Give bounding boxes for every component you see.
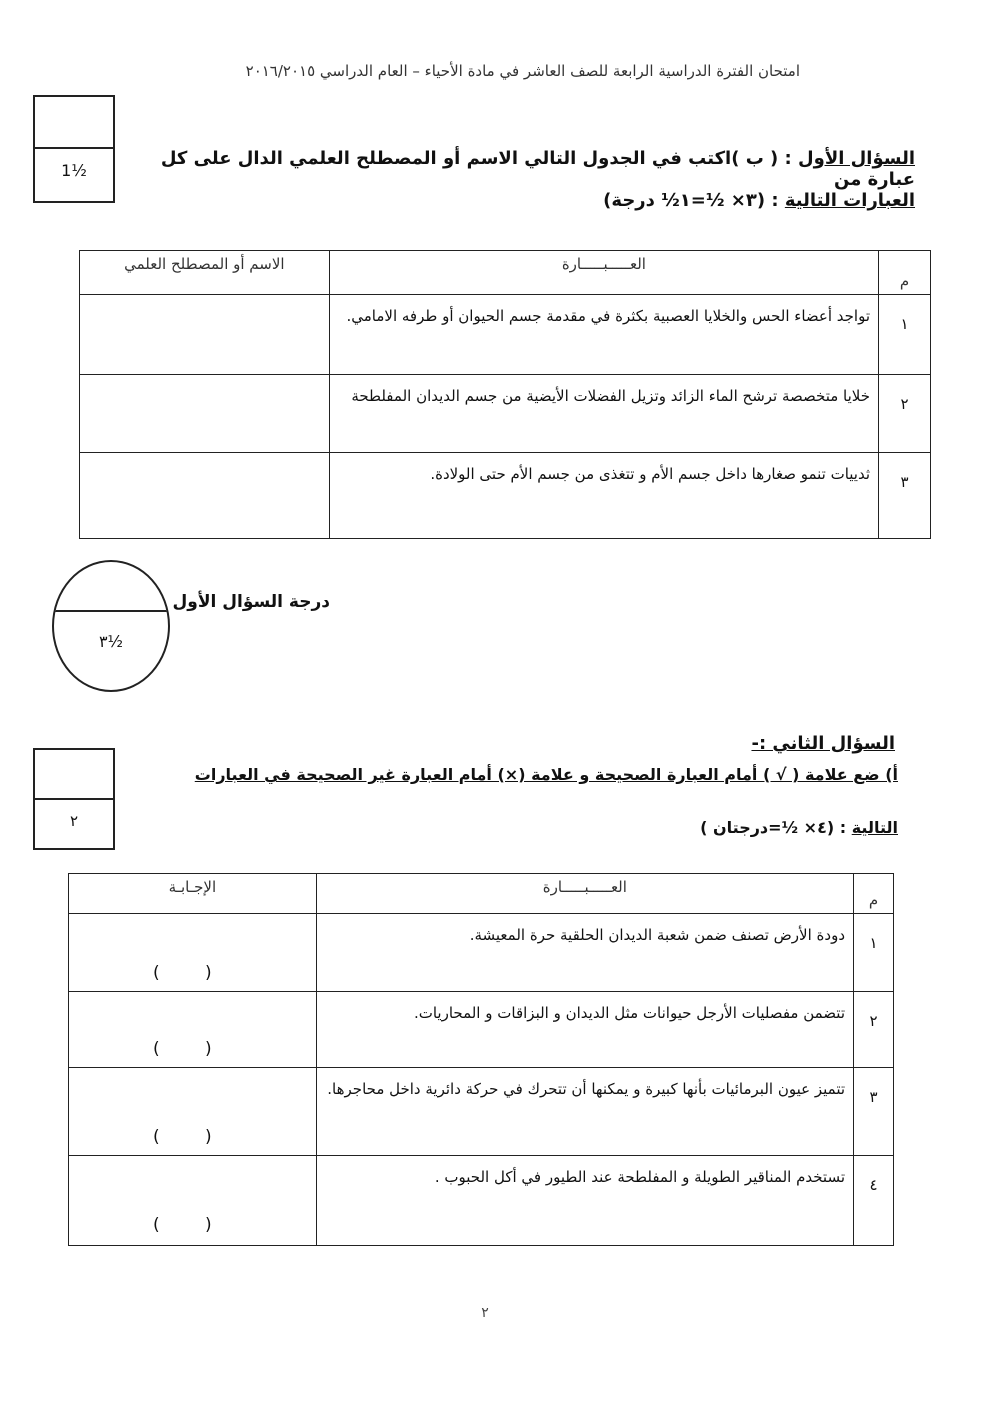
- statement-cell: ثدييات تنمو صغارها داخل جسم الأم و تتغذى من جسم الأم حتى الولادة.: [329, 453, 878, 539]
- page-number: ٢: [481, 1305, 489, 1321]
- answer-cell[interactable]: [80, 375, 330, 453]
- q2-instruction-line1: [120, 765, 898, 784]
- statement-cell: تتميز عيون البرمائيات بأنها كبيرة و يمكنها أن تتحرك في حركة دائرية داخل محاجرها.: [316, 1068, 853, 1156]
- q1-label: السؤال الأول: [798, 148, 915, 169]
- row-number: ٣: [854, 1068, 894, 1156]
- q1-grade-box: [33, 95, 115, 203]
- q2-label: السؤال الثاني :-: [751, 733, 895, 754]
- statement-cell: دودة الأرض تصنف ضمن شعبة الديدان الحلقية حرة المعيشة.: [316, 914, 853, 992]
- answer-cell[interactable]: [80, 295, 330, 375]
- answer-parentheses[interactable]: ( ): [153, 1127, 232, 1147]
- row-number: ٤: [854, 1156, 894, 1246]
- q1-marks: : (٣× ½=١½ درجة): [603, 190, 779, 211]
- q1-grade-box-top: [35, 97, 113, 149]
- table-row: [69, 914, 894, 992]
- answer-cell[interactable]: [69, 1068, 317, 1156]
- row-number: ٣: [879, 453, 931, 539]
- answer-cell[interactable]: [69, 992, 317, 1068]
- q1-table-header: [80, 251, 931, 295]
- q2-table-header: [69, 874, 894, 914]
- answer-parentheses[interactable]: ( ): [153, 1039, 232, 1059]
- answer-cell[interactable]: [69, 914, 317, 992]
- answer-cell[interactable]: [69, 1156, 317, 1246]
- statement-cell: تتضمن مفصليات الأرجل حيوانات مثل الديدان و البزاقات و المحاريات.: [316, 992, 853, 1068]
- q2-col-statement: العـــــبـــــارة: [316, 874, 853, 914]
- row-number: ٢: [854, 992, 894, 1068]
- q2-instruction-cont: التالية: [851, 818, 898, 837]
- q1-total-value: ٣½: [98, 632, 124, 651]
- q1-instruction-cont: العبارات التالية: [784, 190, 915, 211]
- q1-grade-box-value: 1½: [61, 161, 87, 180]
- q1-total-circle: [52, 560, 170, 692]
- statement-cell: تواجد أعضاء الحس والخلايا العصبية بكثرة في مقدمة جسم الحيوان أو طرفه الامامي.: [329, 295, 878, 375]
- q1-instruction-line2: [560, 190, 915, 211]
- q2-grade-box: [33, 748, 115, 850]
- q1-instruction-text: : ( ب )اكتب في الجدول التالي الاسم أو المصطلح العلمي الدال على كل عبارة من: [160, 148, 915, 190]
- q1-col-answer: الاسم أو المصطلح العلمي: [80, 251, 330, 295]
- q2-grade-box-value: ٢: [69, 812, 79, 830]
- q2-table: [68, 873, 894, 1246]
- table-row: [80, 295, 931, 375]
- row-number: ٢: [879, 375, 931, 453]
- q1-col-statement: العـــــبـــــارة: [329, 251, 878, 295]
- circle-divider: [54, 610, 168, 612]
- q1-table: [79, 250, 931, 539]
- table-row: [80, 453, 931, 539]
- q2-label-line: [600, 733, 895, 754]
- exam-header: امتحان الفترة الدراسية الرابعة للصف العاشر في مادة الأحياء – العام الدراسي ٢٠١٦/٢٠١٥: [245, 62, 800, 80]
- table-row: [69, 1068, 894, 1156]
- row-number: ١: [854, 914, 894, 992]
- q2-instruction-text: أ) ضع علامة ( √ ) أمام العبارة الصحيحة و علامة (×) أمام العبارة غير الصحيحة في العبارات: [194, 765, 898, 784]
- row-number: ١: [879, 295, 931, 375]
- table-row: [69, 1156, 894, 1246]
- q1-instruction-line1: [130, 148, 915, 190]
- answer-parentheses[interactable]: ( ): [153, 963, 232, 983]
- q2-col-answer: الإجـابـة: [69, 874, 317, 914]
- q1-total-label: درجة السؤال الأول: [172, 592, 330, 612]
- table-row: [80, 375, 931, 453]
- q2-instruction-line2: [600, 818, 898, 837]
- answer-cell[interactable]: [80, 453, 330, 539]
- table-row: [69, 992, 894, 1068]
- statement-cell: خلايا متخصصة ترشح الماء الزائد وتزيل الفضلات الأيضية من جسم الديدان المفلطحة: [329, 375, 878, 453]
- q2-col-num: م: [854, 874, 894, 914]
- q1-col-num: م: [879, 251, 931, 295]
- answer-parentheses[interactable]: ( ): [153, 1215, 232, 1235]
- q2-grade-box-top: [35, 750, 113, 800]
- statement-cell: تستخدم المناقير الطويلة و المفلطحة عند الطيور في أكل الحبوب .: [316, 1156, 853, 1246]
- q2-marks: : (٤× ½=درجتان ): [700, 818, 847, 837]
